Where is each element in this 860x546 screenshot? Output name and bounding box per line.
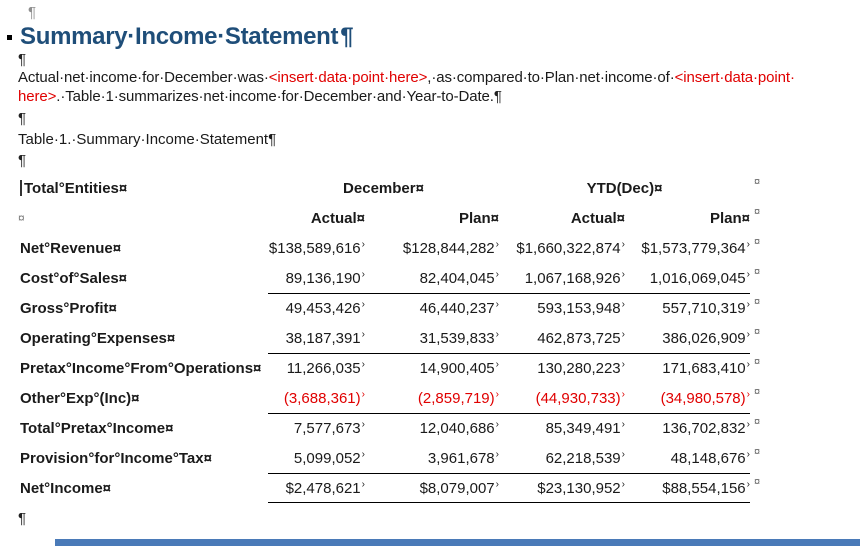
text-cursor	[20, 180, 22, 196]
cell-value: 1,016,069,045	[649, 269, 746, 287]
cell-value: $23,130,952	[537, 479, 621, 497]
tab-mark: ›	[495, 328, 499, 340]
tab-mark: ›	[361, 388, 365, 400]
cell-value: 31,539,833	[419, 329, 495, 347]
cell-value: 5,099,052	[293, 449, 361, 467]
cell-value: (34,980,578)	[660, 389, 746, 407]
value-cell	[268, 293, 365, 323]
cell-value: $128,844,282	[402, 239, 495, 257]
body-text: ¶	[493, 88, 502, 105]
subheader-actual: Actual¤	[310, 209, 365, 227]
value-cell	[268, 443, 365, 473]
tab-mark: ›	[361, 448, 365, 460]
value-cell	[499, 443, 625, 473]
value-cell	[268, 383, 365, 413]
cell-value: 3,961,678	[427, 449, 495, 467]
tab-mark: ›	[621, 478, 625, 490]
subheader-actual: Actual¤	[570, 209, 625, 227]
tab-mark: ›	[495, 238, 499, 250]
cell-value: $2,478,621	[285, 479, 361, 497]
tab-mark: ›	[361, 238, 365, 250]
row-end-marker: ¤	[754, 176, 761, 188]
cell-value: 136,702,832	[662, 420, 746, 437]
tab-mark: ›	[361, 419, 365, 430]
value-cell	[365, 293, 499, 323]
placeholder-text: here>	[18, 88, 57, 105]
tab-mark: ›	[361, 478, 365, 490]
tab-mark: ›	[746, 448, 750, 460]
empty-paragraph-mark: ¶	[28, 4, 37, 21]
row-label: Gross°Profit¤	[20, 299, 117, 317]
tab-mark: ›	[361, 268, 365, 280]
tab-mark: ›	[621, 299, 625, 310]
tab-mark: ›	[621, 448, 625, 460]
paragraph-mark: ¶	[340, 23, 354, 50]
value-cell	[625, 353, 750, 383]
row-end-marker: ¤	[754, 416, 761, 428]
value-cell	[499, 263, 625, 293]
tab-mark: ›	[746, 478, 750, 490]
cell-value: $1,660,322,874	[516, 239, 621, 257]
body-text: ,·as·compared·to·Plan·net·income·of·	[427, 69, 675, 86]
value-cell	[268, 263, 365, 293]
value-cell	[268, 233, 365, 263]
tab-mark: ›	[621, 359, 625, 370]
intro-paragraph	[0, 68, 860, 106]
table-caption-text: Table·1.·Summary·Income·Statement	[18, 131, 269, 148]
row-end-marker: ¤	[754, 266, 761, 278]
cell-value: 171,683,410	[662, 360, 746, 377]
cell-value: 85,349,491	[545, 420, 621, 437]
cell-value: (3,688,361)	[283, 389, 361, 407]
value-cell	[625, 473, 750, 503]
row-label: Net°Revenue¤	[20, 239, 122, 257]
value-cell	[365, 443, 499, 473]
row-label: Cost°of°Sales¤	[20, 269, 128, 287]
cell-value: $8,079,007	[419, 479, 495, 497]
column-group-ytd-dec: YTD(Dec)¤	[586, 179, 663, 197]
tab-mark: ›	[621, 268, 625, 280]
tab-mark: ›	[746, 359, 750, 370]
tab-mark: ›	[621, 238, 625, 250]
intro-text-line	[0, 68, 860, 87]
cell-value: $1,573,779,364	[641, 239, 746, 257]
tab-mark: ›	[495, 419, 499, 430]
value-cell	[365, 413, 499, 443]
tab-mark: ›	[495, 359, 499, 370]
row-end-marker: ¤	[754, 446, 761, 458]
cell-value: 38,187,391	[285, 329, 361, 347]
cell-value: 386,026,909	[662, 329, 746, 347]
cell-value: 49,453,426	[285, 300, 361, 317]
cell-value: 7,577,673	[293, 420, 361, 437]
header-label-text: Total°Entities¤	[24, 179, 128, 197]
tab-mark: ›	[746, 388, 750, 400]
value-cell	[268, 473, 365, 503]
tab-mark: ›	[746, 238, 750, 250]
cell-value: 593,153,948	[537, 300, 621, 317]
value-cell	[625, 383, 750, 413]
row-label: Net°Income¤	[20, 479, 112, 497]
value-cell	[365, 383, 499, 413]
table-header-empty-cell	[18, 203, 268, 233]
cell-value: 462,873,725	[537, 329, 621, 347]
cell-value: 89,136,190	[285, 269, 361, 287]
row-end-marker: ¤	[754, 356, 761, 368]
row-end-marker: ¤	[754, 296, 761, 308]
row-end-marker: ¤	[754, 326, 761, 338]
value-cell	[499, 473, 625, 503]
heading-bullet-icon	[7, 35, 12, 40]
value-cell	[268, 413, 365, 443]
tab-mark: ›	[495, 299, 499, 310]
value-cell	[625, 323, 750, 353]
table-header-total-entities	[18, 173, 268, 203]
tab-mark: ›	[746, 268, 750, 280]
value-cell	[499, 233, 625, 263]
value-cell	[365, 263, 499, 293]
empty-paragraph-mark: ¶	[18, 152, 27, 169]
tab-mark: ›	[361, 299, 365, 310]
value-cell	[365, 323, 499, 353]
subheader-plan: Plan¤	[458, 209, 499, 227]
horizontal-scrollbar[interactable]	[55, 539, 860, 546]
cell-value: 48,148,676	[670, 449, 746, 467]
tab-mark: ›	[361, 328, 365, 340]
paragraph-mark: ¶	[268, 131, 277, 148]
value-cell	[365, 353, 499, 383]
income-statement-table	[18, 173, 860, 503]
value-cell	[499, 323, 625, 353]
tab-mark: ›	[495, 268, 499, 280]
value-cell	[499, 293, 625, 323]
row-label: Provision°for°Income°Tax¤	[20, 449, 212, 467]
value-cell	[499, 383, 625, 413]
tab-mark: ›	[495, 478, 499, 490]
empty-paragraph-mark: ¶	[18, 110, 27, 127]
value-cell	[499, 413, 625, 443]
cell-value: 11,266,035	[286, 360, 361, 377]
cell-value: 62,218,539	[545, 449, 621, 467]
row-label: Other°Exp°(Inc)¤	[20, 389, 140, 407]
row-label: Pretax°Income°From°Operations¤	[20, 359, 262, 377]
tab-mark: ›	[621, 328, 625, 340]
value-cell	[625, 293, 750, 323]
cell-value: 46,440,237	[419, 300, 495, 317]
tab-mark: ›	[495, 448, 499, 460]
empty-paragraph-mark: ¶	[18, 51, 27, 68]
value-cell	[625, 443, 750, 473]
row-end-marker: ¤	[754, 206, 761, 218]
cell-end-marker: ¤	[18, 211, 25, 225]
cell-value: 14,900,405	[419, 360, 495, 377]
cell-value: (2,859,719)	[417, 389, 495, 407]
cell-value: $138,589,616	[268, 239, 361, 257]
body-text: .·Table·1·summarizes·net·income·for·December·and·Year-to-Date.	[56, 88, 494, 105]
cell-value: (44,930,733)	[535, 389, 621, 407]
row-end-marker: ¤	[754, 236, 761, 248]
cell-value: 82,404,045	[419, 269, 495, 287]
value-cell	[625, 413, 750, 443]
value-cell	[499, 353, 625, 383]
row-label: Operating°Expenses¤	[20, 329, 176, 347]
tab-mark: ›	[746, 328, 750, 340]
table-caption	[0, 130, 860, 149]
subheader-plan: Plan¤	[709, 209, 750, 227]
column-group-december: December¤	[343, 179, 424, 197]
value-cell	[268, 353, 365, 383]
body-text: Actual·net·income·for·December·was·	[18, 69, 269, 86]
value-cell	[625, 233, 750, 263]
tab-mark: ›	[361, 359, 365, 370]
placeholder-text: <insert·data·point·here>	[268, 69, 428, 86]
cell-value: 557,710,319	[662, 300, 746, 317]
cell-value: $88,554,156	[662, 479, 746, 497]
cell-value: 1,067,168,926	[524, 269, 621, 287]
row-end-marker: ¤	[754, 476, 761, 488]
placeholder-text: <insert·data·point·	[674, 69, 795, 86]
cell-value: 12,040,686	[419, 420, 495, 437]
intro-text-line	[0, 87, 860, 106]
tab-mark: ›	[621, 388, 625, 400]
tab-mark: ›	[621, 419, 625, 430]
row-label: Total°Pretax°Income¤	[20, 419, 174, 437]
row-end-marker: ¤	[754, 386, 761, 398]
value-cell	[625, 263, 750, 293]
cell-value: 130,280,223	[537, 360, 621, 377]
page-title: Summary·Income·Statement	[20, 23, 339, 50]
value-cell	[365, 233, 499, 263]
tab-mark: ›	[746, 299, 750, 310]
tab-mark: ›	[746, 419, 750, 430]
page-title-line	[0, 23, 860, 51]
value-cell	[365, 473, 499, 503]
tab-mark: ›	[495, 388, 499, 400]
empty-paragraph-mark: ¶	[18, 510, 27, 527]
value-cell	[268, 323, 365, 353]
